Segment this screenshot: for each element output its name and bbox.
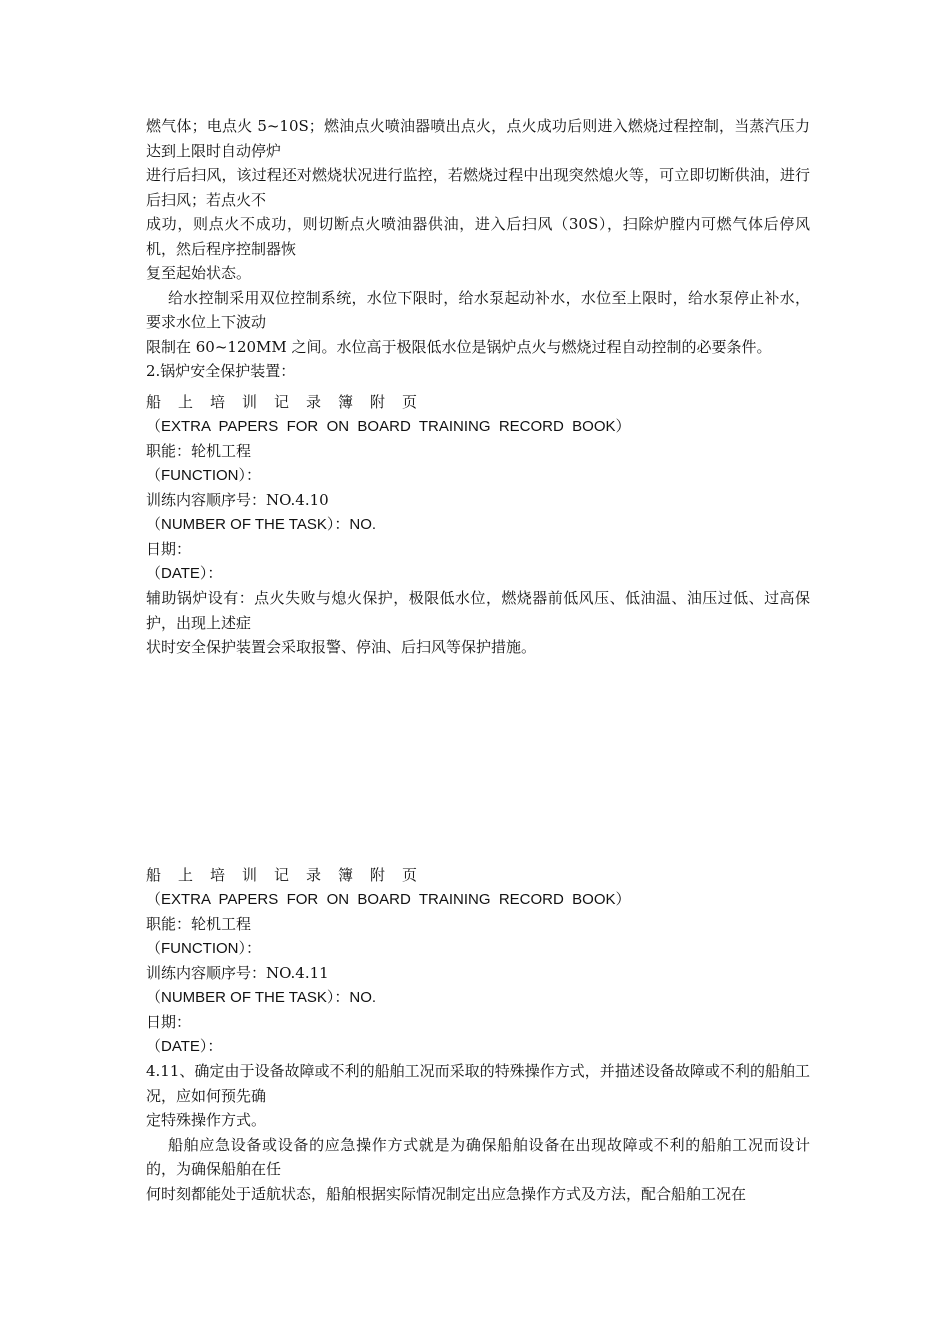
boiler-control-section (146, 114, 810, 384)
record-title-char: 记 (274, 866, 290, 884)
paragraph-line: 给水控制采用双位控制系统，水位下限时，给水泵起动补水，水位至上限时，给水泵停止补水，要求水位上下波动 (146, 288, 810, 331)
record-title-english: （EXTRA PAPERS FOR ON BOARD TRAINING RECORD BOOK） (146, 417, 631, 435)
task-number-english: （NUMBER OF THE TASK）：NO. (146, 515, 377, 533)
record-title-char: 培 (210, 393, 226, 411)
date-label: 日期： (146, 540, 192, 558)
section-heading: 2.锅炉安全保护装置： (146, 362, 296, 380)
record-title-english: （EXTRA PAPERS FOR ON BOARD TRAINING RECORD BOOK） (146, 890, 631, 908)
record-title-char: 训 (242, 866, 258, 884)
record-title-char: 页 (402, 866, 418, 884)
paragraph-line: 状时安全保护装置会采取报警、停油、后扫风等保护措施。 (146, 638, 537, 656)
record-title-char: 附 (370, 393, 386, 411)
record-title-char: 上 (178, 393, 194, 411)
function-label: 职能：轮机工程 (146, 442, 252, 460)
task-number-label: 训练内容顺序号：NO.4.11 (146, 964, 329, 982)
paragraph-line: 4.11、确定由于设备故障或不利的船舶工况而采取的特殊操作方式，并描述设备故障或不利的船舶工况，应如何预先确 (146, 1062, 810, 1105)
task-number-english: （NUMBER OF THE TASK）：NO. (146, 988, 377, 1006)
paragraph-line: 复至起始状态。 (146, 264, 252, 282)
record-title-char: 页 (402, 393, 418, 411)
paragraph-line: 定特殊操作方式。 (146, 1111, 267, 1129)
paragraph-line: 船舶应急设备或设备的应急操作方式就是为确保船舶设备在出现故障或不利的船舶工况而设计的，为确保船舶在任 (146, 1135, 810, 1178)
date-label-english: （DATE）： (146, 1037, 223, 1055)
paragraph-line: 限制在 60~120MM 之间。水位高于极限低水位是锅炉点火与燃烧过程自动控制的必要条件。 (146, 337, 772, 356)
paragraph-line: 辅助锅炉设有：点火失败与熄火保护，极限低水位，燃烧器前低风压、低油温、油压过低、过高保护，出现上述症 (146, 589, 810, 632)
record-title-char: 上 (178, 866, 194, 884)
record-block-4-11 (146, 863, 810, 1206)
record-title (146, 863, 810, 888)
record-title-char: 训 (242, 393, 258, 411)
record-block-4-10 (146, 390, 810, 660)
record-title-char: 录 (306, 866, 322, 884)
record-title-char: 船 (146, 866, 162, 884)
record-title-char: 簿 (338, 393, 354, 411)
record-title (146, 390, 810, 415)
record-title-char: 记 (274, 393, 290, 411)
document-page (146, 0, 810, 1344)
date-label-english: （DATE）： (146, 564, 223, 582)
function-label-english: （FUNCTION）： (146, 466, 261, 484)
record-title-char: 录 (306, 393, 322, 411)
paragraph-line: 进行后扫风，该过程还对燃烧状况进行监控，若燃烧过程中出现突然熄火等，可立即切断供油，进行后扫风；若点火不 (146, 166, 810, 209)
date-label: 日期： (146, 1013, 192, 1031)
function-label-english: （FUNCTION）： (146, 939, 261, 957)
paragraph-line: 何时刻都能处于适航状态，船舶根据实际情况制定出应急操作方式及方法，配合船舶工况在 (146, 1184, 747, 1203)
record-title-char: 附 (370, 866, 386, 884)
function-label: 职能：轮机工程 (146, 915, 252, 933)
paragraph-line: 成功，则点火不成功，则切断点火喷油器供油，进入后扫风（30S），扫除炉膛内可燃气体后停风机，然后程序控制器恢 (146, 215, 810, 258)
record-title-char: 船 (146, 393, 162, 411)
task-number-label: 训练内容顺序号：NO.4.10 (146, 491, 329, 509)
record-title-char: 簿 (338, 866, 354, 884)
paragraph-line: 燃气体；电点火 5~10S；燃油点火喷油器喷出点火，点火成功后则进入燃烧过程控制，当蒸汽压力达到上限时自动停炉 (146, 117, 810, 160)
record-title-char: 培 (210, 866, 226, 884)
